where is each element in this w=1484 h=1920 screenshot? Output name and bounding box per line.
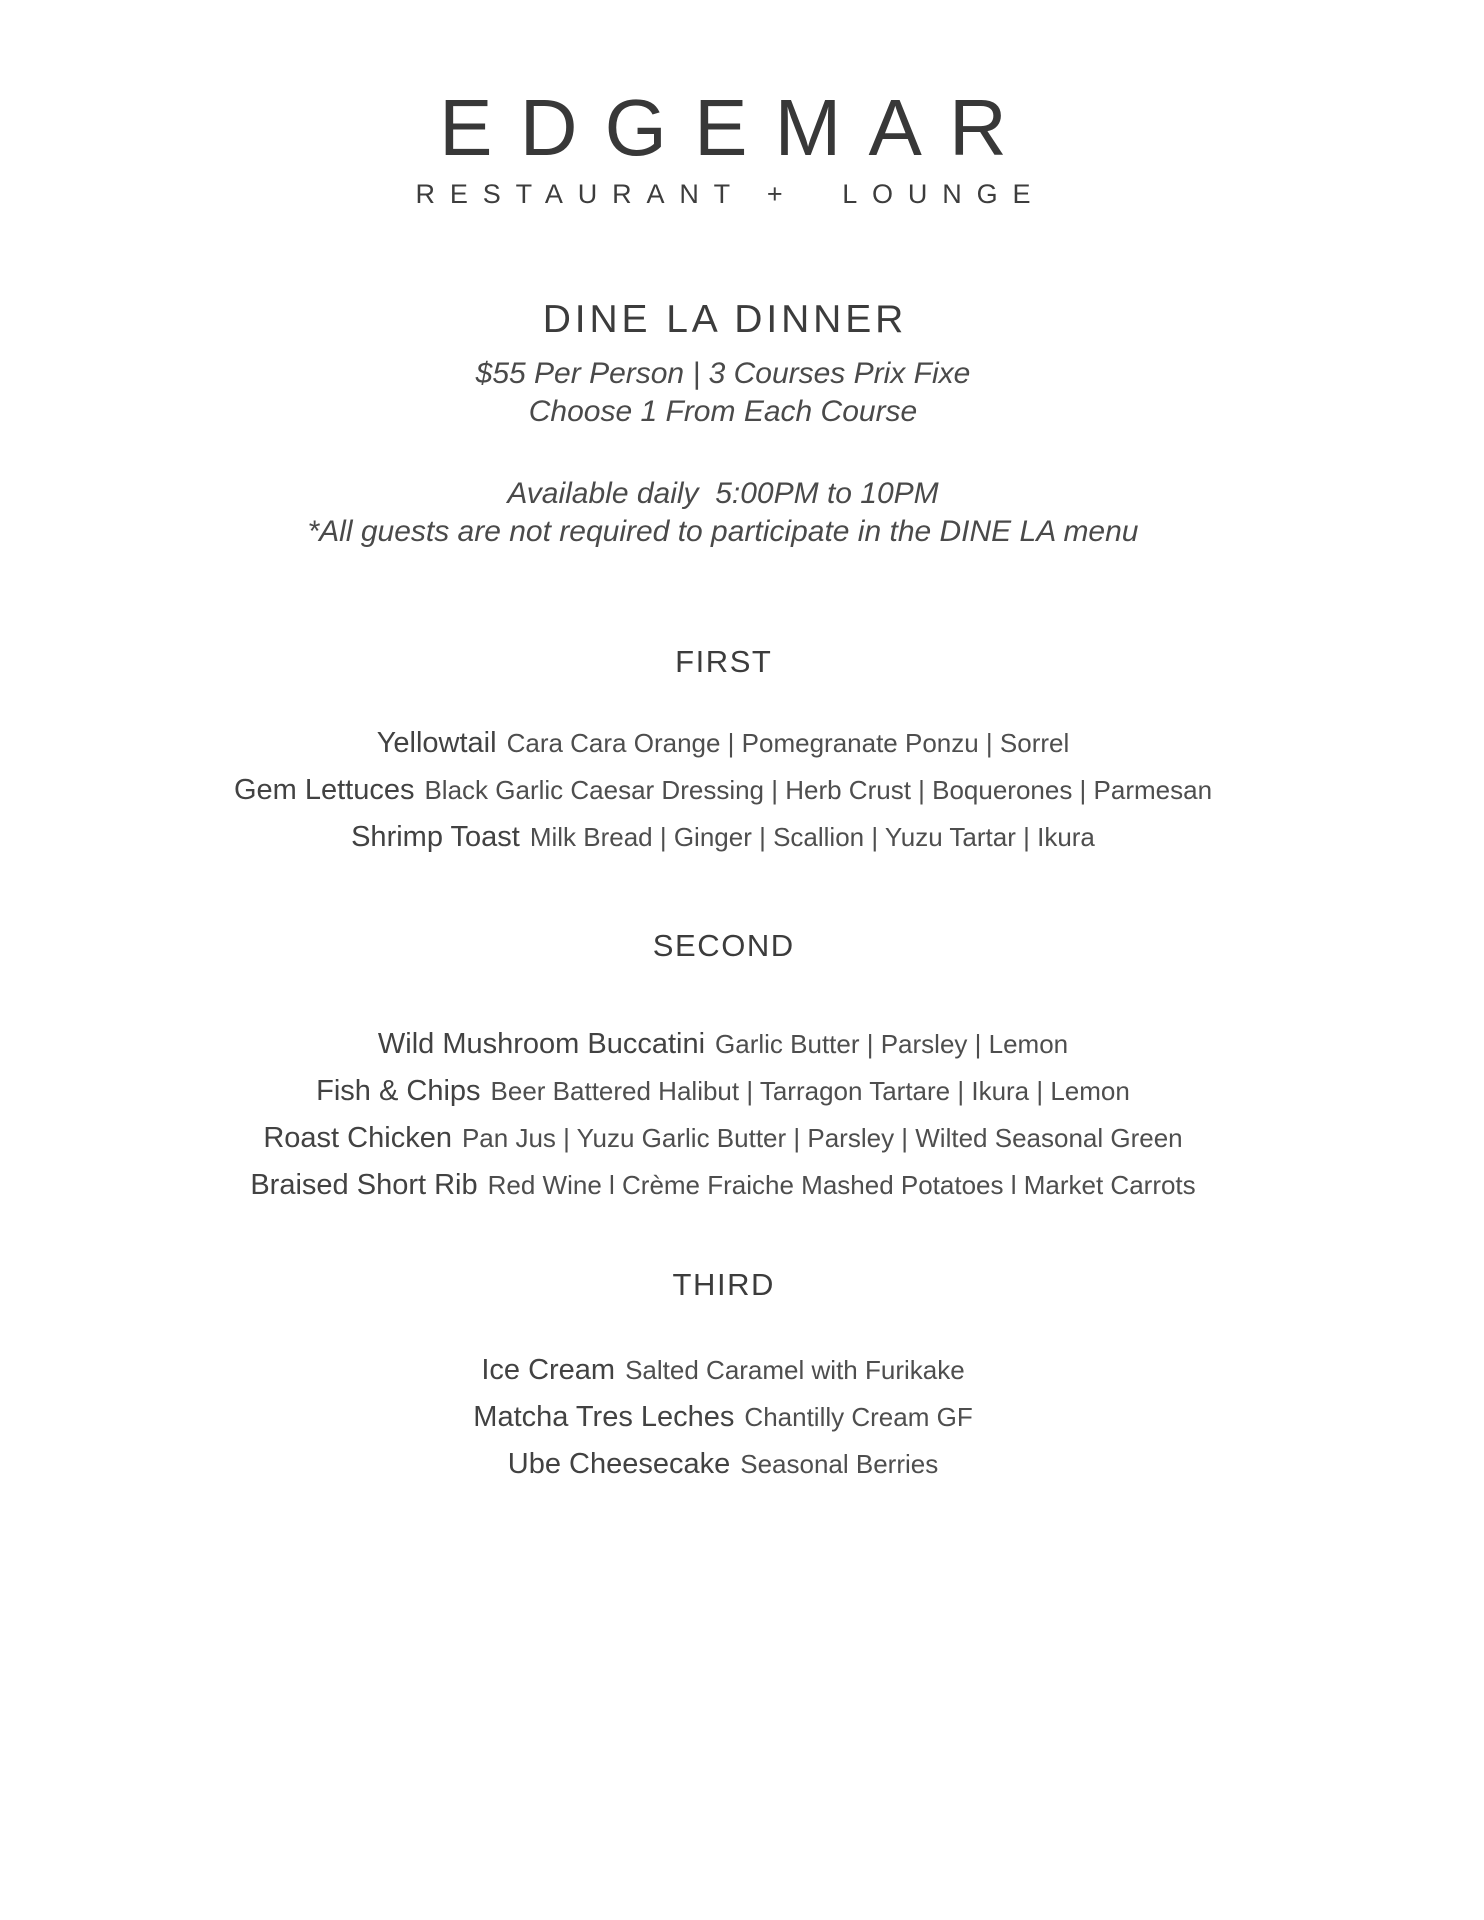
item-description: Chantilly Cream GF — [744, 1401, 973, 1432]
item-name: Ice Cream — [481, 1353, 616, 1386]
course-section-second — [0, 927, 1446, 1210]
item-name: Wild Mushroom Buccatini — [377, 1027, 706, 1060]
item-name: Fish & Chips — [316, 1074, 481, 1107]
menu-item — [0, 722, 1446, 769]
disclaimer-line: *All guests are not required to participate in the DINE LA menu — [307, 515, 1139, 549]
item-description: Salted Caramel with Furikake — [625, 1354, 965, 1385]
item-description: Cara Cara Orange | Pomegranate Ponzu | Sorrel — [506, 728, 1070, 759]
menu-item — [0, 769, 1446, 816]
menu-item — [0, 1070, 1446, 1117]
item-name: Ube Cheesecake — [507, 1447, 731, 1480]
course-section-third — [0, 1266, 1446, 1490]
menu-title: DINE LA DINNER — [542, 298, 908, 342]
menu-item — [0, 1117, 1446, 1164]
item-description: Black Garlic Caesar Dressing | Herb Crust | Boquerones | Parmesan — [424, 775, 1213, 806]
pricing-line: $55 Per Person | 3 Courses Prix Fixe — [475, 357, 971, 391]
item-name: Shrimp Toast — [351, 821, 520, 854]
course-items-second — [0, 1023, 1446, 1211]
item-name: Yellowtail — [376, 727, 497, 760]
course-heading-second: SECOND — [652, 928, 795, 964]
item-name: Braised Short Rib — [250, 1168, 478, 1201]
course-items-third — [0, 1349, 1446, 1490]
item-description: Pan Jus | Yuzu Garlic Butter | Parsley | Wilted Seasonal Green — [461, 1122, 1183, 1153]
menu-item — [0, 816, 1446, 863]
course-section-first — [0, 643, 1446, 863]
menu-item — [0, 1349, 1446, 1396]
choose-line: Choose 1 From Each Course — [528, 395, 918, 429]
menu-item — [0, 1164, 1446, 1211]
item-name: Roast Chicken — [263, 1121, 452, 1154]
course-items-first — [0, 722, 1446, 863]
item-description: Milk Bread | Ginger | Scallion | Yuzu Tartar | Ikura — [529, 822, 1095, 853]
menu-item — [0, 1396, 1446, 1443]
menu-item — [0, 1023, 1446, 1070]
course-heading-third: THIRD — [672, 1266, 775, 1302]
brand-name: EDGEMAR — [439, 83, 1035, 172]
item-name: Matcha Tres Leches — [473, 1400, 735, 1433]
brand-logo — [0, 0, 1446, 210]
menu-header — [0, 298, 1446, 551]
availability-line: Available daily 5:00PM to 10PM — [507, 477, 939, 511]
item-description: Beer Battered Halibut | Tarragon Tartare | Ikura | Lemon — [490, 1075, 1130, 1106]
item-name: Gem Lettuces — [233, 774, 415, 807]
course-heading-first: FIRST — [675, 644, 773, 680]
menu-item — [0, 1443, 1446, 1490]
item-description: Red Wine l Crème Fraiche Mashed Potatoes l Market Carrots — [487, 1169, 1196, 1200]
brand-tagline: RESTAURANT + LOUNGE — [415, 179, 1046, 209]
item-description: Seasonal Berries — [740, 1448, 939, 1479]
item-description: Garlic Butter | Parsley | Lemon — [715, 1028, 1069, 1059]
